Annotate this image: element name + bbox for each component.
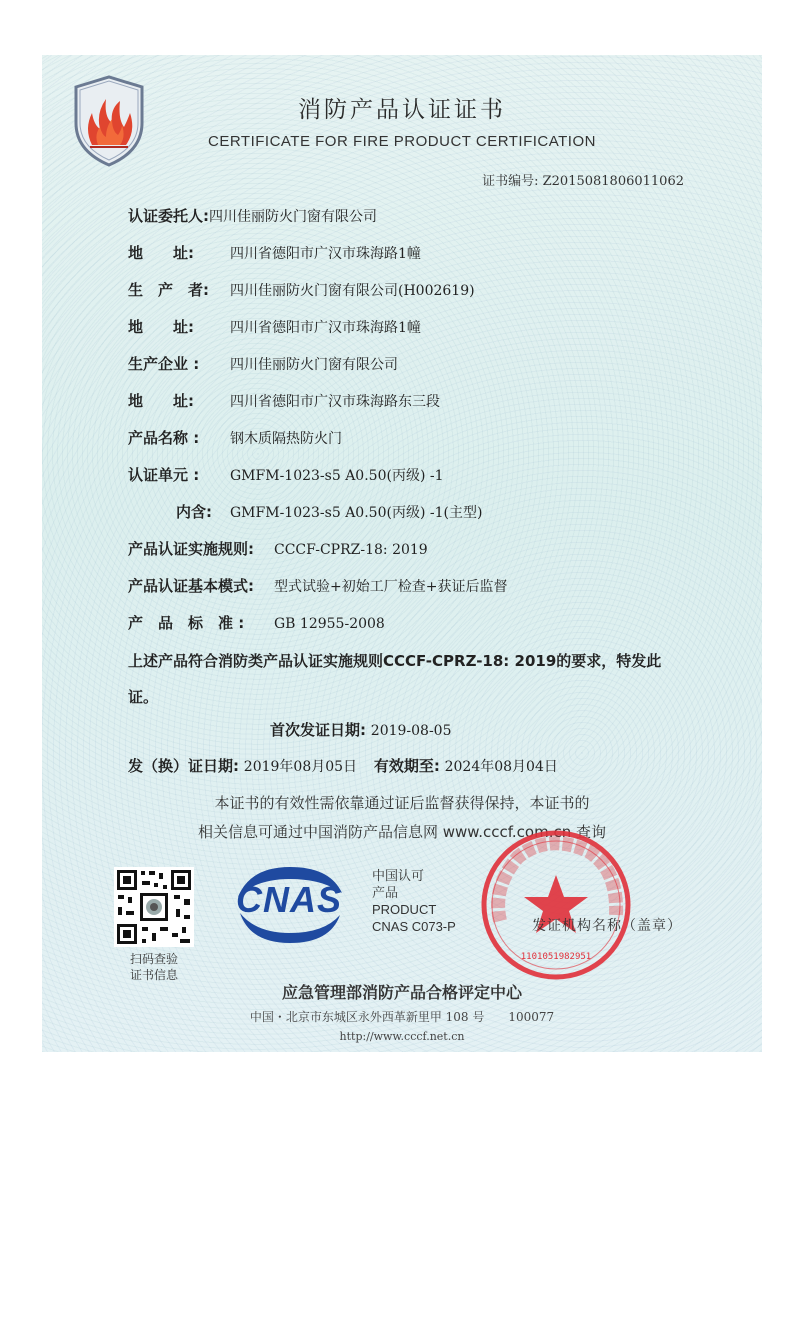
field-row (128, 242, 421, 263)
seal-number: 1101051982951 (520, 952, 592, 962)
field-value: 四川佳丽防火门窗有限公司 (230, 357, 398, 373)
field-row (128, 612, 385, 633)
field-label: 地 址: (128, 244, 194, 262)
certificate-subtitle: CERTIFICATE FOR FIRE PRODUCT CERTIFICATION (208, 133, 596, 150)
certificate (42, 55, 762, 1052)
field-value: GMFM-1023-s5 A0.50(丙级) -1 (230, 468, 444, 484)
field-label: 生 产 者: (128, 281, 209, 299)
notice-line: 本证书的有效性需依靠通过证后监督获得保持，本证书的 (214, 794, 590, 812)
qr-caption: 扫码查验 (129, 952, 178, 966)
first-issue-date (270, 719, 452, 740)
issue-date-value: 2019年08月05日 (243, 759, 358, 775)
qr-code-icon[interactable] (114, 867, 194, 947)
certificate-number: 证书编号: Z2015081806011062 (482, 174, 684, 189)
issuer-label: 发证机构名称（盖章） (532, 918, 682, 934)
field-row (128, 205, 377, 226)
certification-statement: 上述产品符合消防类产品认证实施规则CCCF-CPRZ-18: 2019的要求，特发此证。 (128, 652, 662, 706)
first-issue-value: 2019-08-05 (370, 723, 452, 739)
field-value: GB 12955-2008 (274, 616, 385, 632)
field-value: CCCF-CPRZ-18: 2019 (274, 542, 428, 558)
issue-date-label: 发（换）证日期: (128, 757, 239, 775)
field-row (128, 390, 440, 411)
field-label: 产 品 标 准 : (128, 614, 245, 632)
cnas-line: 产品 (372, 885, 399, 900)
field-value: 钢木质隔热防火门 (230, 431, 342, 447)
field-value: 四川省德阳市广汉市珠海路1幢 (230, 320, 421, 336)
field-label: 地 址: (128, 392, 194, 410)
notice-line: 相关信息可通过中国消防产品信息网 www.cccf.com.cn 查询 (198, 823, 606, 841)
field-label: 产品名称 : (128, 429, 200, 447)
field-label: 认证单元 : (128, 466, 200, 484)
field-label: 内含: (176, 503, 212, 521)
field-label: 认证委托人: (128, 207, 209, 225)
field-row (128, 427, 342, 448)
certificate-title: 消防产品认证证书 (298, 97, 506, 123)
valid-until-value: 2024年08月04日 (444, 759, 558, 775)
cnas-logo-text: CNAS (235, 879, 342, 920)
official-red-seal (478, 827, 634, 983)
field-row (128, 538, 428, 559)
field-value: GMFM-1023-s5 A0.50(丙级) -1(主型) (230, 505, 483, 521)
field-value: 四川省德阳市广汉市珠海路1幢 (230, 246, 421, 262)
field-value: 四川佳丽防火门窗有限公司(H002619) (230, 283, 475, 299)
field-label: 地 址: (128, 318, 194, 336)
field-row (128, 316, 421, 337)
issue-and-validity (128, 755, 558, 776)
first-issue-label: 首次发证日期: (270, 721, 366, 739)
field-value: 四川省德阳市广汉市珠海路东三段 (230, 394, 440, 410)
field-label: 产品认证基本模式: (128, 577, 254, 595)
valid-until-label: 有效期至: (373, 757, 440, 775)
field-row (128, 464, 444, 485)
qr-caption: 证书信息 (129, 968, 178, 982)
footer-organization: 应急管理部消防产品合格评定中心 (281, 983, 522, 1002)
field-row (128, 279, 475, 300)
field-value: 型式试验+初始工厂检查+获证后监督 (274, 579, 508, 595)
field-label: 生产企业 : (128, 355, 200, 373)
cnas-line: CNAS C073-P (372, 919, 456, 934)
field-row (128, 353, 398, 374)
field-row (128, 575, 507, 596)
cnas-line: PRODUCT (372, 902, 437, 917)
footer-url[interactable]: http://www.cccf.net.cn (339, 1030, 465, 1043)
field-value: 四川佳丽防火门窗有限公司 (209, 209, 377, 225)
cnas-line: 中国认可 (372, 868, 425, 883)
cnas-accreditation-text (372, 867, 456, 935)
footer-address: 中国・北京市东城区永外西革新里甲 108 号 100077 (249, 1010, 555, 1024)
field-row (176, 501, 482, 522)
field-label: 产品认证实施规则: (128, 540, 254, 558)
